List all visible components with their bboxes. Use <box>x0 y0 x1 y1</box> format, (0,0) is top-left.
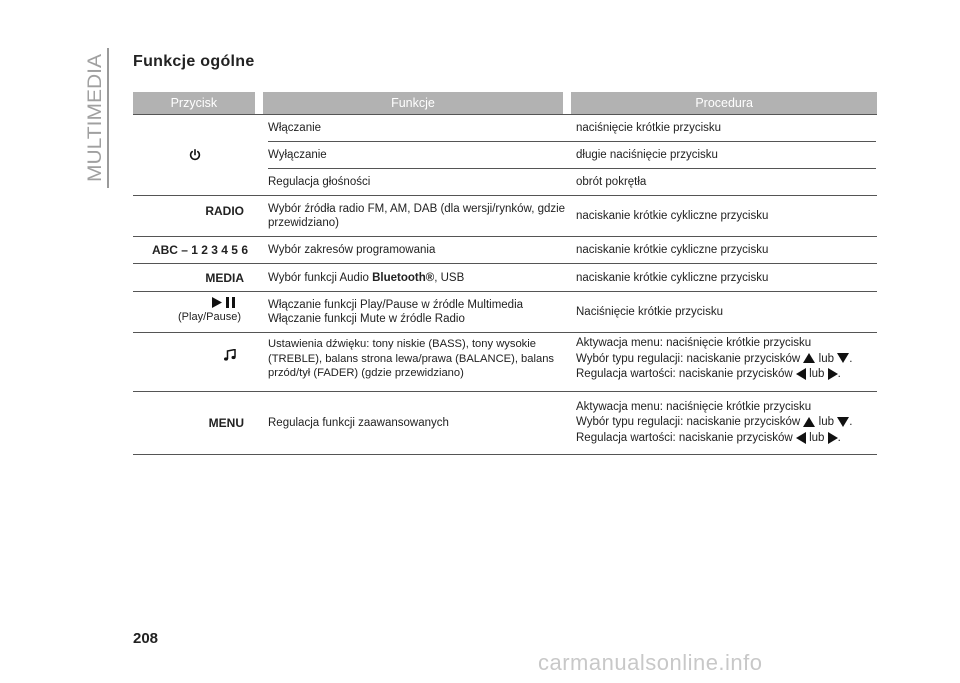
arrow-right-icon <box>828 432 838 444</box>
menu-procedure-1: Aktywacja menu: naciśnięcie krótkie przycisku <box>576 400 812 413</box>
menu-procedure-2-text: Wybór typu regulacji: naciskanie przycisków <box>576 416 801 429</box>
sound-function: Ustawienia dźwięku: tony niskie (BASS), tony wysokie (TREBLE), balans strona lewa/prawa (BALANCE), balans przód/tył (FADER) (gdzie przewidziano) <box>268 338 555 379</box>
playpause-function-2: Włączanie funkcji Mute w źródle Radio <box>268 313 465 325</box>
power-function-on: Włączanie <box>268 122 322 134</box>
table-row-power <box>133 114 877 196</box>
functions-table <box>133 92 877 455</box>
table-row-menu <box>133 392 877 455</box>
media-procedure: naciskanie krótkie cykliczne przycisku <box>576 271 769 284</box>
menu-procedure-3-text: Regulacja wartości: naciskanie przycisków <box>576 431 793 444</box>
sound-procedure-2-text: Wybór typu regulacji: naciskanie przycisków <box>576 352 801 365</box>
menu-period-2: . <box>837 431 841 444</box>
table-header <box>133 92 877 114</box>
menu-procedure-2 <box>576 415 852 431</box>
playpause-procedure: Naciśnięcie krótkie przycisku <box>576 306 723 318</box>
media-function <box>268 264 572 291</box>
presets-function: Wybór zakresów programowania <box>268 244 436 256</box>
play-pause-icon <box>212 297 238 308</box>
table-row-playpause <box>133 292 877 333</box>
table-row-presets <box>133 237 877 264</box>
arrow-right-icon <box>828 368 838 380</box>
sound-procedure-3 <box>576 367 841 383</box>
presets-procedure: naciskanie krótkie cykliczne przycisku <box>576 244 769 256</box>
section-side-label <box>84 52 106 182</box>
power-icon <box>189 149 201 161</box>
arrow-down-icon <box>837 353 849 363</box>
sound-period-1: . <box>849 352 853 365</box>
header-function: Funkcje <box>391 96 435 110</box>
menu-or-1: lub <box>818 416 834 429</box>
menu-button-label: MENU <box>208 416 244 430</box>
radio-procedure: naciskanie krótkie cykliczne przycisku <box>576 210 769 222</box>
volume-function: Regulacja głośności <box>268 176 371 188</box>
playpause-function-1: Włączanie funkcji Play/Pause w źródle Multimedia <box>268 299 524 311</box>
presets-button-label: ABC – 1 2 3 4 5 6 <box>151 243 248 257</box>
radio-button-label: RADIO <box>205 204 244 218</box>
menu-period-1: . <box>849 416 853 429</box>
arrow-up-icon <box>803 353 815 363</box>
table-row-radio <box>133 196 877 237</box>
table-row-media <box>133 264 877 292</box>
music-note-icon <box>224 349 236 361</box>
header-button: Przycisk <box>170 96 218 110</box>
page-title: Funkcje ogólne <box>133 53 255 70</box>
arrow-down-icon <box>837 417 849 427</box>
sound-or-1: lub <box>818 352 834 365</box>
arrow-left-icon <box>796 432 806 444</box>
media-function-post: , USB <box>434 271 465 284</box>
power-function-off: Wyłączanie <box>268 149 327 161</box>
sound-procedure-1: Aktywacja menu: naciśnięcie krótkie przycisku <box>576 337 812 349</box>
section-side-label-text: MULTIMEDIA <box>85 66 106 182</box>
page-number: 208 <box>133 630 159 647</box>
power-procedure-on: naciśnięcie krótkie przycisku <box>576 122 722 134</box>
menu-function: Regulacja funkcji zaawansowanych <box>268 417 449 429</box>
watermark-text: carmanualsonline.info <box>538 650 763 675</box>
sound-period-2: . <box>837 368 841 380</box>
power-cell <box>133 115 256 195</box>
media-function-bold: Bluetooth® <box>372 271 435 284</box>
media-button-label: MEDIA <box>205 270 244 285</box>
sound-procedure-2 <box>576 352 852 368</box>
sound-procedure-3-text: Regulacja wartości: naciskanie przycisków <box>576 368 793 380</box>
power-procedure-off: długie naciśnięcie przycisku <box>576 149 718 161</box>
menu-procedure-3 <box>576 431 841 447</box>
arrow-up-icon <box>803 417 815 427</box>
menu-or-2: lub <box>809 431 825 444</box>
radio-function: Wybór źródła radio FM, AM, DAB (dla wersji/rynków, gdzie przewidziano) <box>268 203 566 229</box>
header-procedure: Procedura <box>695 96 753 110</box>
volume-procedure: obrót pokrętła <box>576 176 647 188</box>
media-function-pre: Wybór funkcji Audio <box>268 271 373 284</box>
table-row-sound <box>133 333 877 392</box>
play-pause-label: (Play/Pause) <box>178 311 241 323</box>
side-divider <box>107 48 109 188</box>
sound-or-2: lub <box>809 368 825 380</box>
arrow-left-icon <box>796 368 806 380</box>
